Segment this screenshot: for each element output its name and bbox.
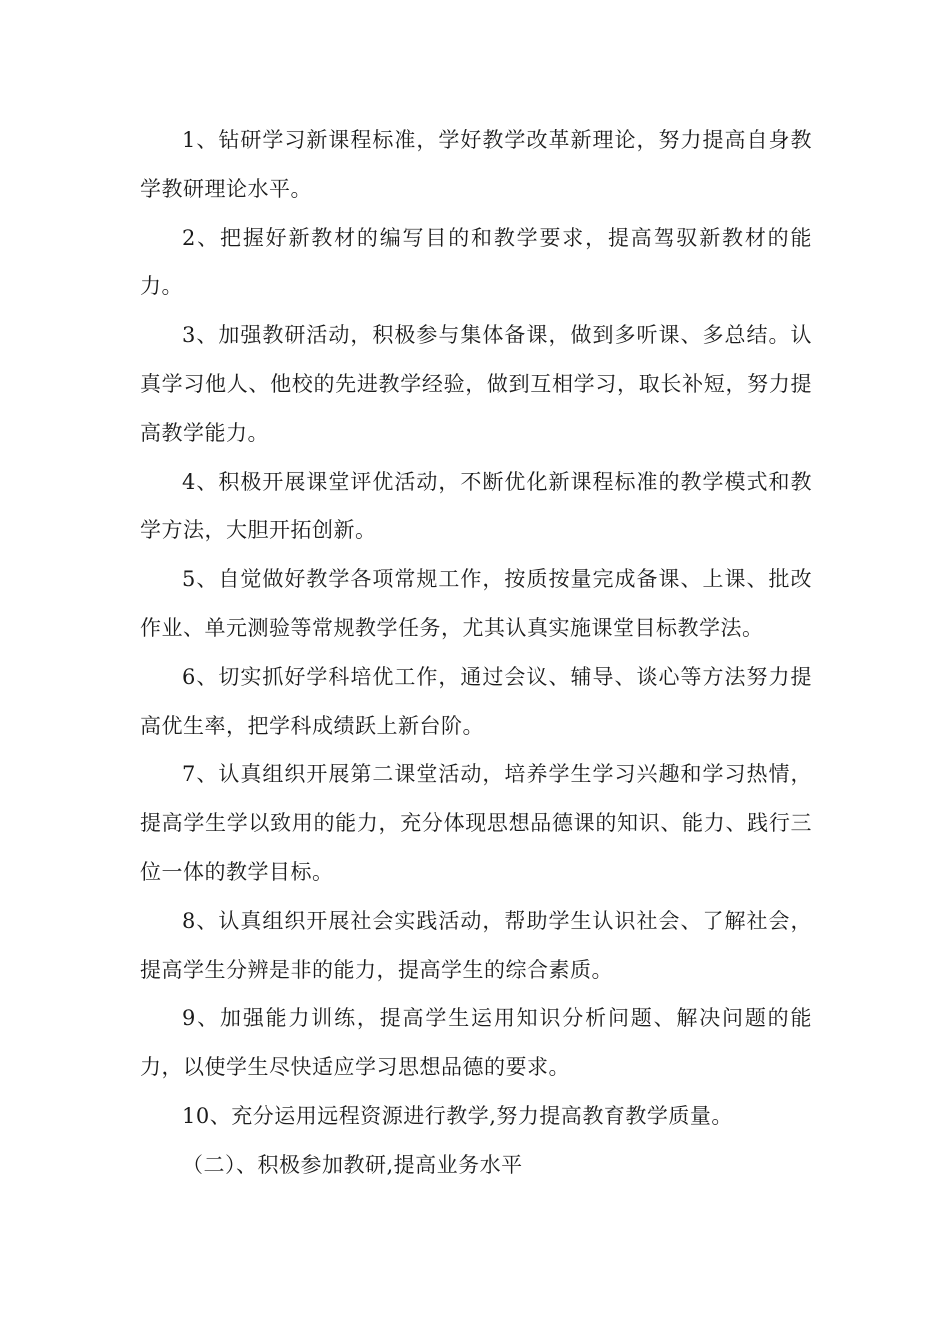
paragraph-item-1: 1、钻研学习新课程标准，学好教学改革新理论，努力提高自身教学教研理论水平。 xyxy=(140,128,812,201)
paragraph-item-4: 4、积极开展课堂评优活动，不断优化新课程标准的教学模式和教学方法，大胆开拓创新。 xyxy=(140,469,812,543)
paragraph-item-6: 6、切实抓好学科培优工作，通过会议、辅导、谈心等方法努力提高优生率，把学科成绩跃上新台阶。 xyxy=(140,664,812,738)
paragraph-item-8: 8、认真组织开展社会实践活动，帮助学生认识社会、了解社会，提高学生分辨是非的能力，提高学生的综合素质。 xyxy=(140,908,812,982)
section-heading: （二）、积极参加教研,提高业务水平 xyxy=(182,1152,523,1177)
paragraph-item-2: 2、把握好新教材的编写目的和教学要求，提高驾驭新教材的能力。 xyxy=(140,225,812,299)
paragraph-item-10: 10、充分运用远程资源进行教学,努力提高教育教学质量。 xyxy=(182,1103,733,1128)
paragraph-item-5: 5、自觉做好教学各项常规工作，按质按量完成备课、上课、批改作业、单元测验等常规教学任务，尤其认真实施课堂目标教学法。 xyxy=(140,567,812,640)
paragraph-item-7: 7、认真组织开展第二课堂活动，培养学生学习兴趣和学习热情，提高学生学以致用的能力，充分体现思想品德课的知识、能力、践行三位一体的教学目标。 xyxy=(140,762,812,884)
paragraph-item-9: 9、加强能力训练，提高学生运用知识分析问题、解决问题的能力，以使学生尽快适应学习思想品德的要求。 xyxy=(140,1006,812,1080)
paragraph-item-3: 3、加强教研活动，积极参与集体备课，做到多听课、多总结。认真学习他人、他校的先进教学经验，做到互相学习，取长补短，努力提高教学能力。 xyxy=(140,323,812,445)
document-body xyxy=(140,116,812,1190)
